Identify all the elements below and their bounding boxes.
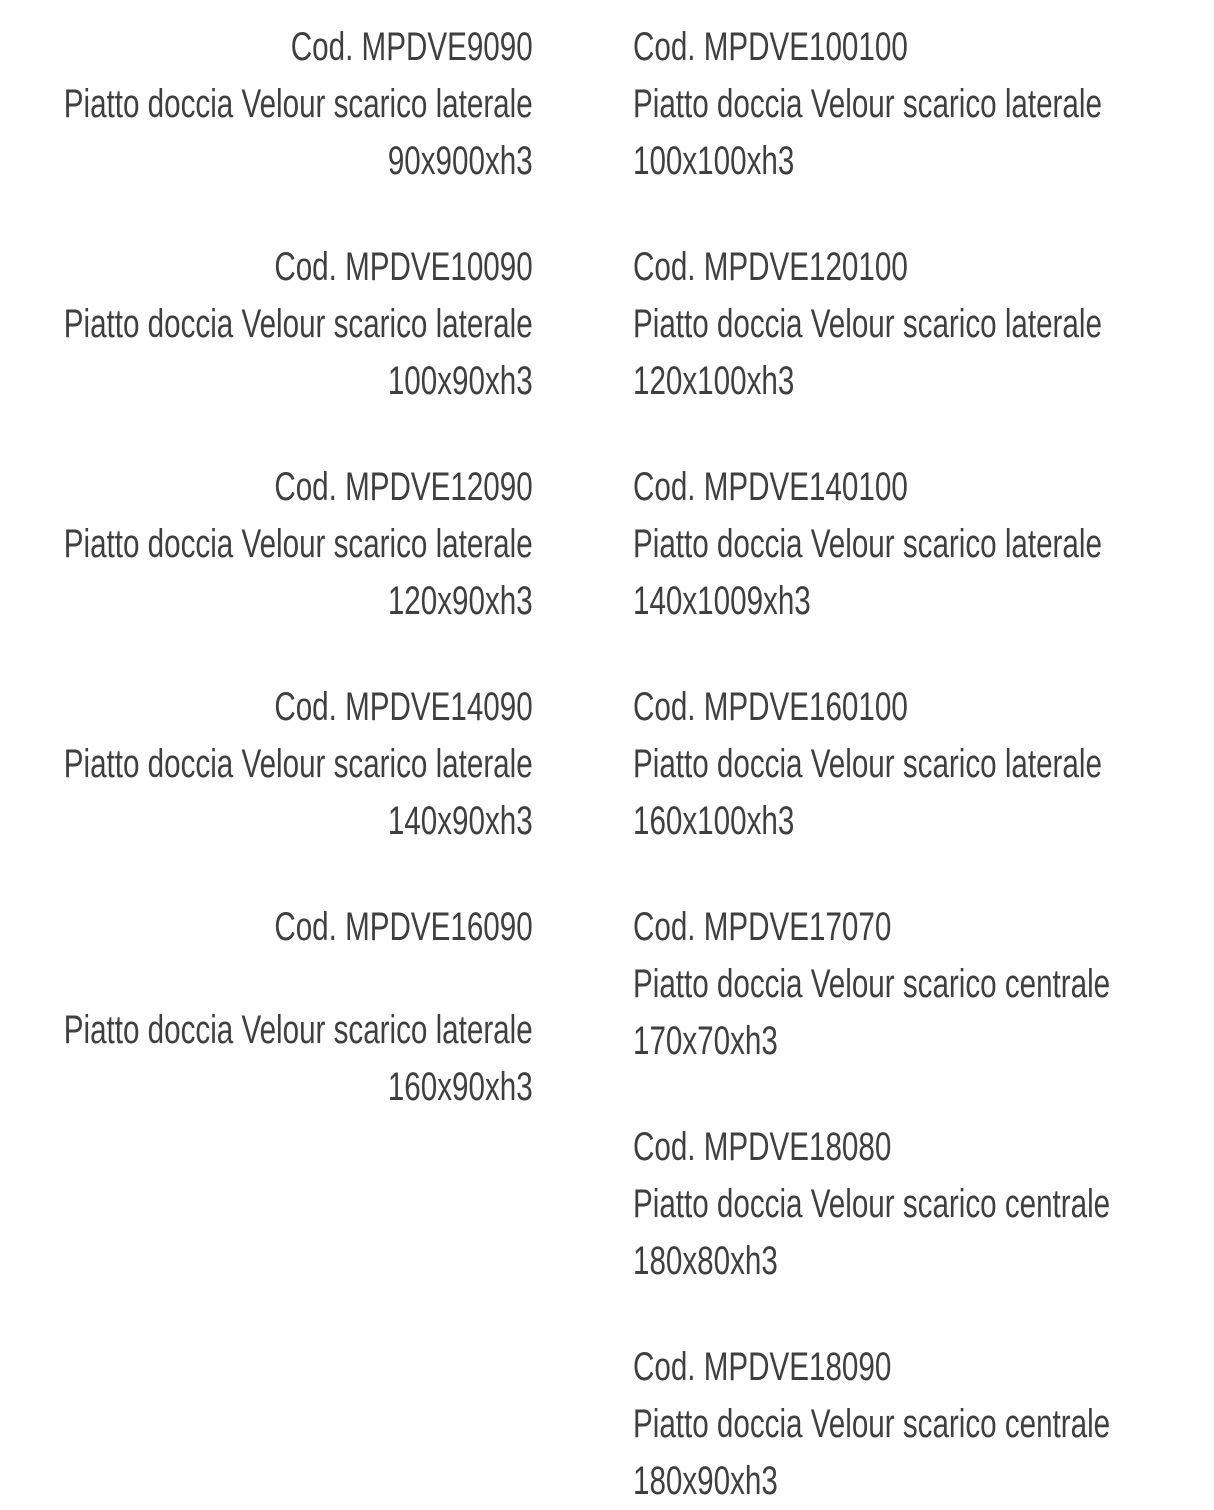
- product-size: 120x100xh3: [633, 359, 795, 403]
- product-block: [633, 1119, 1110, 1290]
- product-size: 160x90xh3: [388, 1065, 533, 1109]
- product-size: 100x100xh3: [633, 139, 795, 183]
- product-block: [64, 679, 533, 850]
- product-code: Cod. MPDVE12090: [274, 465, 533, 509]
- product-block: [633, 899, 1110, 1070]
- product-block: [64, 239, 533, 410]
- product-code: Cod. MPDVE120100: [633, 245, 908, 289]
- product-description: Piatto doccia Velour scarico laterale: [64, 742, 533, 786]
- product-description: Piatto doccia Velour scarico laterale: [64, 82, 533, 126]
- product-size: 100x90xh3: [388, 359, 533, 403]
- product-block: [633, 19, 1110, 190]
- product-size: 180x80xh3: [633, 1239, 778, 1283]
- product-block: [64, 459, 533, 630]
- product-column-right: [633, 19, 1110, 1510]
- product-block: [64, 19, 533, 190]
- product-code: Cod. MPDVE9090: [291, 25, 533, 69]
- product-code: Cod. MPDVE17070: [633, 905, 892, 949]
- product-block: [633, 239, 1110, 410]
- product-block: [633, 679, 1110, 850]
- product-size: 160x100xh3: [633, 799, 795, 843]
- product-description: Piatto doccia Velour scarico centrale: [633, 962, 1111, 1006]
- product-description: Piatto doccia Velour scarico centrale: [633, 1182, 1111, 1226]
- product-size: 180x90xh3: [633, 1459, 778, 1503]
- product-code: Cod. MPDVE18080: [633, 1125, 892, 1169]
- product-size: 120x90xh3: [388, 579, 533, 623]
- product-code: Cod. MPDVE140100: [633, 465, 908, 509]
- product-block: [64, 899, 533, 1116]
- product-description: Piatto doccia Velour scarico laterale: [633, 742, 1102, 786]
- product-description: Piatto doccia Velour scarico laterale: [64, 522, 533, 566]
- product-description: Piatto doccia Velour scarico laterale: [64, 1008, 533, 1052]
- product-code: Cod. MPDVE160100: [633, 685, 908, 729]
- product-description: Piatto doccia Velour scarico laterale: [633, 82, 1102, 126]
- product-block: [633, 459, 1110, 630]
- product-size: 140x90xh3: [388, 799, 533, 843]
- product-column-left: [64, 19, 533, 1116]
- product-code: Cod. MPDVE10090: [274, 245, 533, 289]
- product-description: Piatto doccia Velour scarico laterale: [633, 522, 1102, 566]
- product-code: Cod. MPDVE14090: [274, 685, 533, 729]
- product-code: Cod. MPDVE18090: [633, 1345, 892, 1389]
- product-code: Cod. MPDVE16090: [274, 905, 533, 949]
- product-description: Piatto doccia Velour scarico centrale: [633, 1402, 1111, 1446]
- product-size: 90x900xh3: [388, 139, 533, 183]
- product-code: Cod. MPDVE100100: [633, 25, 908, 69]
- product-description: Piatto doccia Velour scarico laterale: [64, 302, 533, 346]
- product-block: [633, 1339, 1110, 1510]
- product-size: 170x70xh3: [633, 1019, 778, 1063]
- product-description: Piatto doccia Velour scarico laterale: [633, 302, 1102, 346]
- product-size: 140x1009xh3: [633, 579, 811, 623]
